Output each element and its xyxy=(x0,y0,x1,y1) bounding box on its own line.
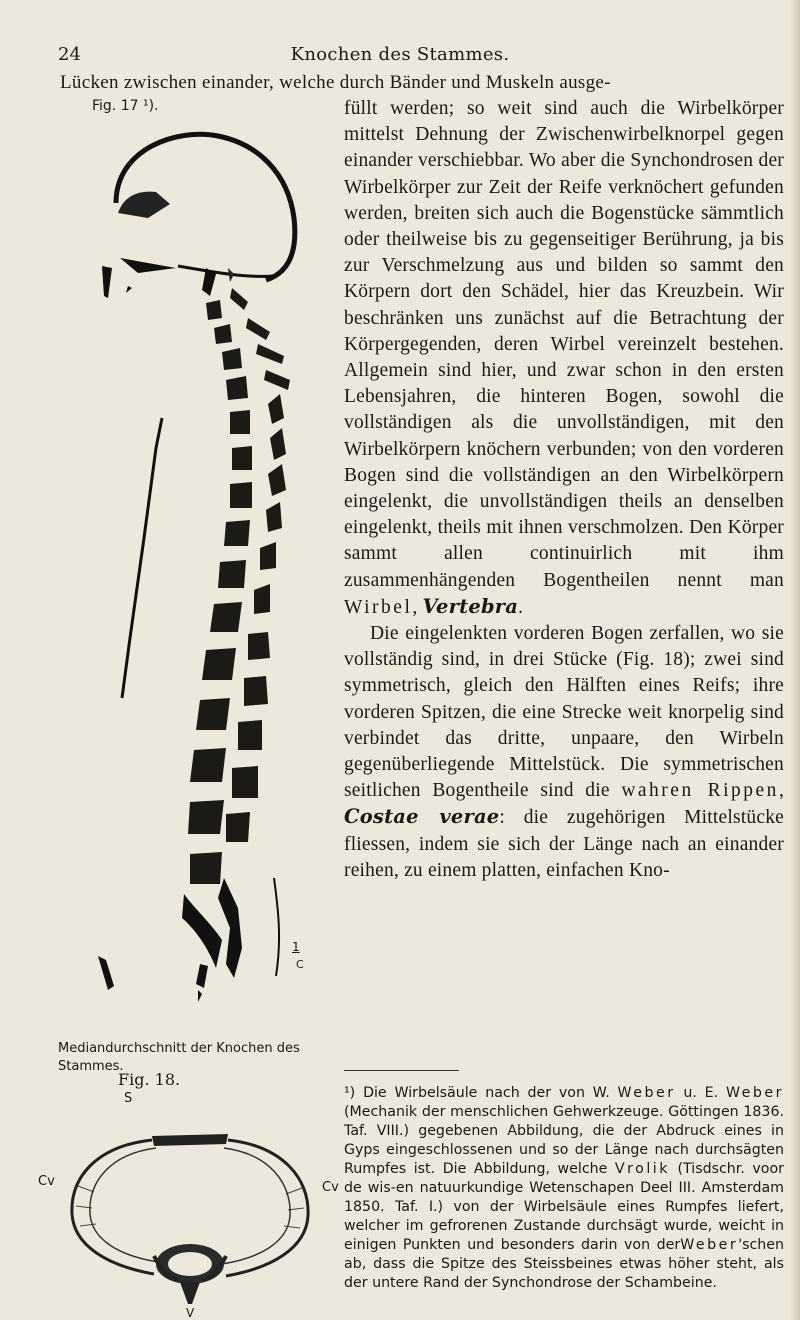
intro-line: Lücken zwischen einander, welche durch Bänder und Muskeln ausge- xyxy=(60,72,611,93)
term-wahre-rippen: wahren Rippen xyxy=(621,780,779,802)
fig17-caption: Mediandurchschnitt der Knochen des Stammes. xyxy=(58,1041,300,1074)
page-edge xyxy=(790,0,800,1320)
fig17-spine-section xyxy=(98,118,318,1038)
main-text xyxy=(344,96,784,884)
fig18-mark-cv-right: Cv xyxy=(322,1180,339,1195)
fig18-label: Fig. 18. xyxy=(118,1070,181,1089)
page-header xyxy=(0,44,800,68)
paragraph-2: Die eingelenkten vorderen Bogen zerfallen, wo sie vollständig sind, in drei Stücke (Fig. 18); zwei sind symmetrisch, gleich den Hälften eines Reifs; ihre vorderen Spitzen, die eine Strecke weit knorpelig sind verbindet das dritte, unpaare, den Wirbeln gegenüberliegende Mittelstück. Die symmetrischen seitlichen Bogentheile sind die wahren Rippen, Costae verae: die zugehörigen Mittelstücke fliessen, indem sie sich der Länge nach an einander reihen, zu einem platten, einfachen Kno- xyxy=(344,623,785,881)
footnote: ¹) Die Wirbelsäule nach der von W. Weber u. E. Weber (Mechanik der menschlichen Gehwerkzeuge. Göttingen 1836. Taf. VIII.) gegebenen Abbildung, die der Abdruck eines in Gyps eingeschlossenen und so der Länge nach durchsägten Rumpfes ist. Die Abbildung, welche Vrolik (Tisdschr. voor de wis-en natuurkundige Wetenschapen Deel III. Amsterdam 1850. Taf. I.) von der Wirbelsäule eines Rumpfes liefert, welcher im gefrorenen Zustande durchsägt wurde, weicht in einigen Punkten und besonders darin von derWeber'schen ab, dass die Spitze des Steissbeines etwas höher steht, als der untere Rand der Synchondrose der Schambeine. xyxy=(344,1085,785,1291)
fig18-mark-cv-left: Cv xyxy=(38,1174,55,1189)
term-costae-verae: Costae verae xyxy=(344,805,500,829)
page-number: 24 xyxy=(58,44,81,65)
fig17-label: Fig. 17 ¹). xyxy=(92,98,159,114)
fig18-mark-v: V xyxy=(186,1306,195,1320)
fig17-mark-1: 1 xyxy=(292,940,300,954)
running-head: Knochen des Stammes. xyxy=(290,44,510,65)
term-wirbel: Wirbel xyxy=(344,596,413,618)
fig18-mark-s: S xyxy=(124,1091,133,1106)
footnote-rule xyxy=(344,1070,459,1071)
fig18-rib-ring xyxy=(58,1096,338,1306)
fig17-mark-c: C xyxy=(296,958,304,971)
paragraph-1: füllt werden; so weit sind auch die Wirbelkörper mittelst Dehnung der Zwischenwirbelknorpel gegen einander verschiebbar. Wo aber die Synchondrosen der Wirbelkörper zur Zeit der Reife verknöchert gefunden werden, breiten sich auch die Bogenstücke sämmtlich oder theilweise bis zu gegenseitiger Berührung, ja bis zur Verschmelzung aus und bilden so sammt den Körpern dort den Schädel, hier das Kreuzbein. Wir beschränken uns zunächst auf die Betrachtung der Körpergegenden, deren Wirbel vereinzelt bestehen. Allgemein sind hier, und zwar schon in den ersten Lebensjahren, die hinteren Bogen, sowohl die vollständigen als die unvollständigen, mit den Wirbelkörpern knöchern verbunden; von den vorderen Bogen sind die vollständigen an den Wirbelkörpern eingelenkt, die unvollständigen theils an denselben eingelenkt, theils mit ihnen verschmolzen. Den Körper sammt allen continuirlich mit ihm zusammenhängenden Bogentheilen nennt man Wirbel, Vertebra. xyxy=(344,98,784,618)
term-vertebra: Vertebra xyxy=(422,594,519,618)
